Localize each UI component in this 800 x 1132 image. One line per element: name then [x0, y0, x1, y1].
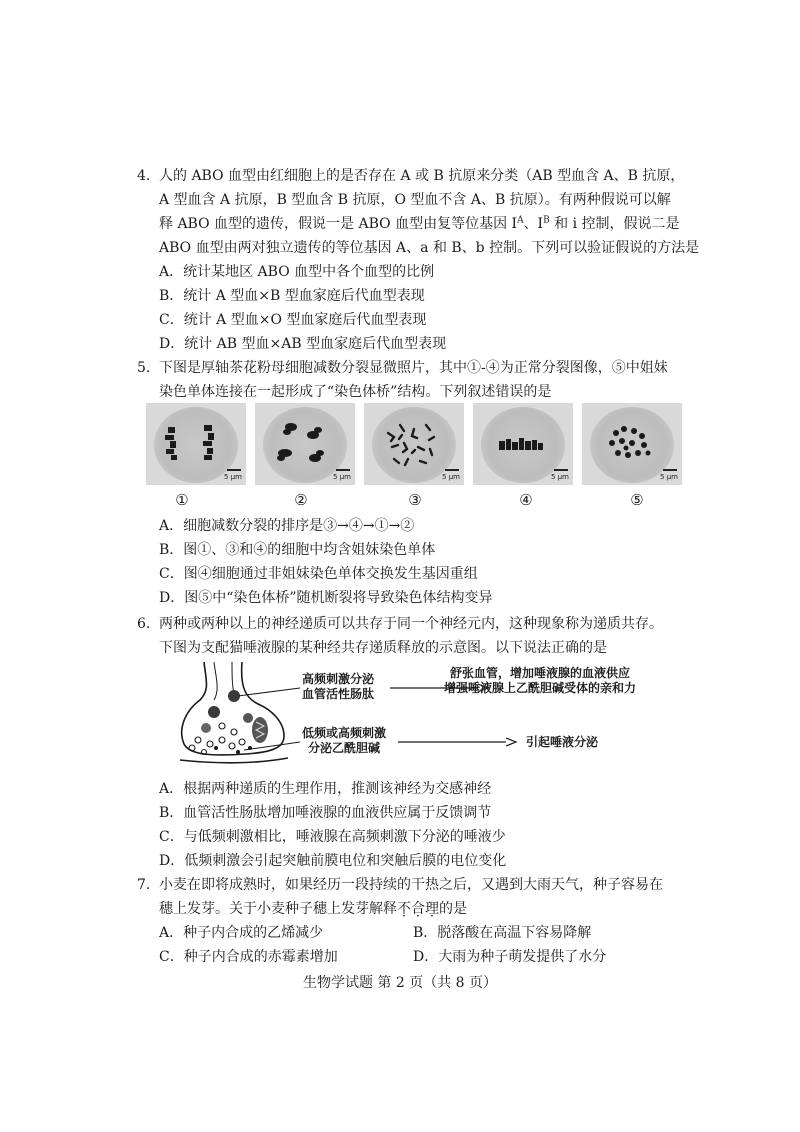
option-b: B．统计 A 型血×B 型血家庭后代血型表现	[159, 288, 425, 304]
option-c: C．图④细胞通过非姐妹染色单体交换发生基因重组	[159, 566, 478, 582]
photo-label-2: ②	[294, 491, 308, 509]
question-6-options	[137, 777, 677, 873]
synapse-diagram	[176, 660, 676, 770]
question-5	[137, 356, 677, 404]
option-c: C．种子内合成的赤霉素增加	[159, 949, 338, 965]
question-text-emphasis	[137, 897, 677, 921]
option-b: B．图①、③和④的细胞中均含姐妹染色单体	[159, 542, 436, 558]
vip-effect-line1: 舒张血管，增加唾液腺的血液供应	[450, 666, 631, 680]
superscript: A	[517, 215, 524, 226]
scale-label: 5 μm	[442, 473, 460, 481]
question-text: 下图为支配猫唾液腺的某种经共存递质释放的示意图。以下说法正确的是	[159, 640, 607, 656]
question-number: 7.	[137, 877, 151, 893]
option-a: A．统计某地区 ABO 血型中各个血型的比例	[159, 264, 435, 280]
option-d: D．统计 AB 型血×AB 型血家庭后代血型表现	[159, 336, 447, 352]
option-c: C．统计 A 型血×O 型血家庭后代血型表现	[159, 312, 427, 328]
photo-label-4: ④	[519, 491, 533, 509]
text-part: 、I	[523, 216, 544, 232]
option-b: B．脱落酸在高温下容易降解	[413, 925, 592, 941]
photo-label-5: ⑤	[630, 491, 644, 509]
ach-effect-label: 引起唾液分泌	[526, 735, 599, 749]
question-text: 小麦在即将成熟时，如果经历一段持续的干热之后，又遇到大雨天气，种子容易在	[159, 877, 663, 893]
text-part: 穗上发芽。关于小麦种子穗上发芽解释	[159, 901, 397, 917]
text-part: 和 i 控制，假说二是	[549, 216, 680, 232]
question-text: 两种或两种以上的神经递质可以共存于同一个神经元内，这种现象称为递质共存。	[159, 616, 663, 632]
micrograph-4	[473, 403, 573, 485]
micrograph-row	[146, 403, 686, 513]
micrograph-5	[582, 403, 682, 485]
option-d: D．低频刺激会引起突触前膜电位和突触后膜的电位变化	[159, 853, 507, 869]
text-part: 的是	[439, 901, 467, 917]
question-text: ABO 血型由两对独立遗传的等位基因 A、a 和 B、b 控制。下列可以验证假说的方法是	[159, 240, 700, 256]
vip-label	[302, 672, 374, 702]
scale-label: 5 μm	[660, 473, 678, 481]
option-row	[137, 921, 677, 945]
micrograph-2	[255, 403, 355, 485]
question-number: 5.	[137, 360, 151, 376]
scale-label: 5 μm	[551, 473, 569, 481]
question-text: 人的 ABO 血型由红细胞上的是否存在 A 或 B 抗原来分类（AB 型血含 A、B 抗原，	[159, 168, 685, 184]
emphasized-char: 理	[425, 901, 439, 917]
question-text: A 型血含 A 抗原，B 型血含 B 抗原，O 型血不含 A、B 抗原）。有两种假说可以解	[159, 192, 671, 208]
question-4	[137, 164, 700, 356]
micrograph-3	[364, 403, 464, 485]
question-number: 6.	[137, 616, 151, 632]
option-c: C．与低频刺激相比，唾液腺在高频刺激下分泌的唾液少	[159, 829, 506, 845]
vip-effect-label	[444, 666, 636, 696]
ach-label	[302, 726, 386, 756]
option-row	[137, 945, 677, 969]
option-a: A．根据两种递质的生理作用，推测该神经为交感神经	[159, 781, 492, 797]
page-footer: 生物学试题 第 2 页（共 8 页）	[302, 975, 498, 991]
photo-label-1: ①	[175, 491, 189, 509]
emphasized-char: 不	[397, 901, 411, 917]
option-d: D．大雨为种子萌发提供了水分	[413, 949, 607, 965]
scale-label: 5 μm	[333, 473, 351, 481]
option-d: D．图⑤中“染色体桥”随机断裂将导致染色体结构变异	[159, 590, 493, 606]
emphasized-text	[397, 901, 439, 917]
ach-label-line2: 分泌乙酰胆碱	[308, 741, 381, 755]
question-text: 下图是厚轴茶花粉母细胞减数分裂显微照片，其中①-④为正常分裂图像，⑤中姐妹	[159, 360, 668, 376]
question-5-options	[137, 514, 677, 610]
micrograph-1	[146, 403, 246, 485]
option-a: A．种子内合成的乙烯减少	[159, 925, 324, 941]
scale-label: 5 μm	[224, 473, 242, 481]
vip-label-line2: 血管活性肠肽	[302, 687, 375, 701]
superscript: B	[543, 215, 550, 226]
question-text-genes	[137, 212, 680, 236]
ach-label-line1: 低频或高频刺激	[302, 726, 387, 740]
vip-effect-line2: 增强唾液腺上乙酰胆碱受体的亲和力	[444, 681, 637, 695]
question-6	[137, 612, 677, 660]
emphasized-char: 合	[411, 901, 425, 917]
option-a: A．细胞减数分裂的排序是③→④→①→②	[159, 518, 415, 534]
question-text: 染色单体连接在一起形成了“染色体桥”结构。下列叙述错误的是	[159, 384, 552, 400]
vip-label-line1: 高频刺激分泌	[302, 672, 375, 686]
text-part: 释 ABO 血型的遗传，假说一是 ABO 血型由复等位基因 I	[159, 216, 518, 232]
question-7	[137, 873, 677, 969]
option-b: B．血管活性肠肽增加唾液腺的血液供应属于反馈调节	[159, 805, 492, 821]
question-number: 4.	[137, 168, 151, 184]
photo-label-3: ③	[408, 491, 422, 509]
